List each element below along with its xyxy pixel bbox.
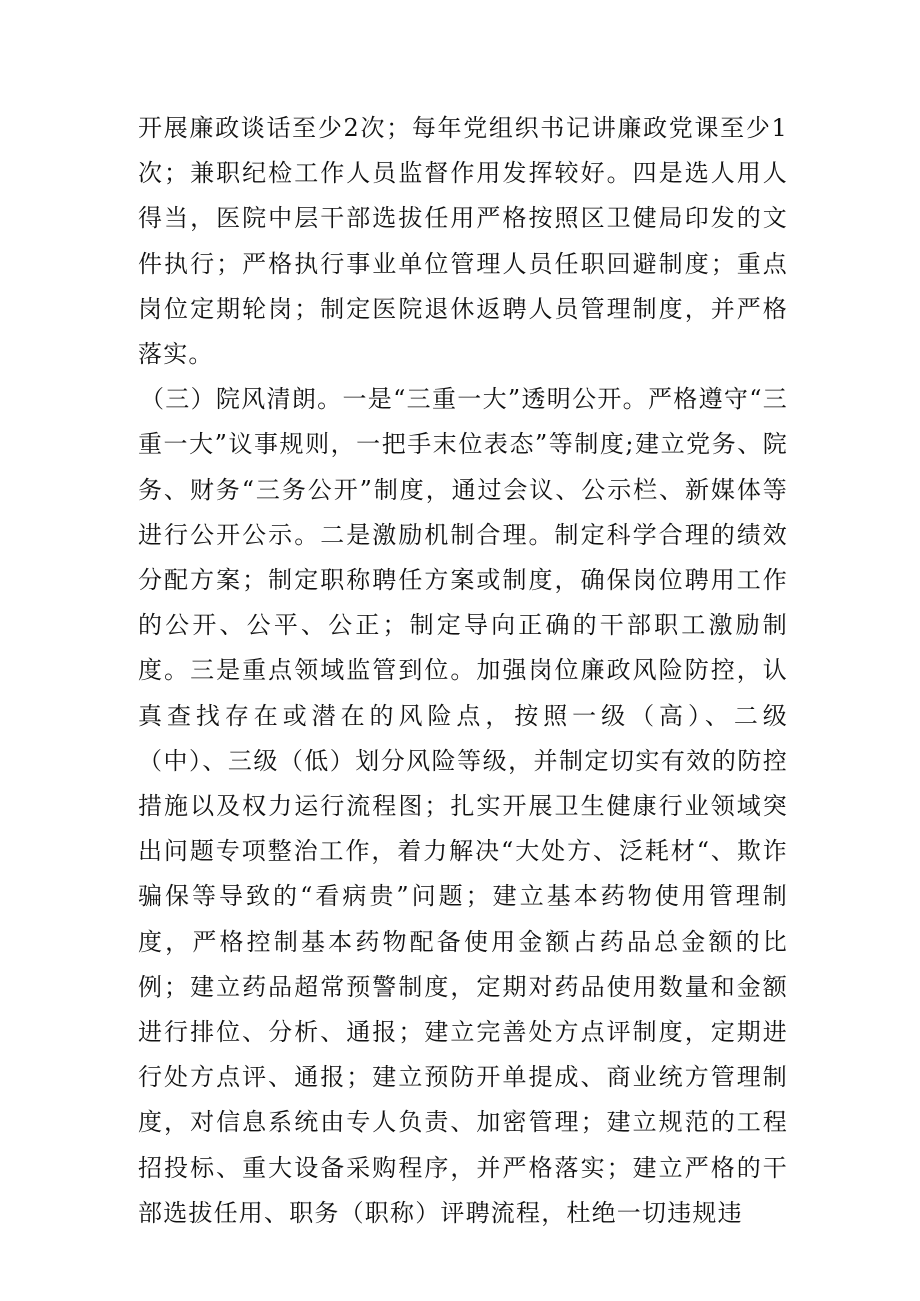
paragraph-2: （三）院风清朗。一是“三重一大”透明公开。严格遵守“三重一大”议事规则，一把手末位表态”等制度;建立党务、院务、财务“三务公开”制度，通过会议、公示栏、新媒体等进行公开公示。二是激励机制合理。制定科学合理的绩效分配方案；制定职称聘任方案或制度，确保岗位聘用工作的公开、公平、公正；制定导向正确的干部职工激励制度。三是重点领域监管到位。加强岗位廉政风险防控，认真查找存在或潜在的风险点，按照一级（高）、二级（中）、三级（低）划分风险等级，并制定切实有效的防控措施以及权力运行流程图；扎实开展卫生健康行业领域突出问题专项整治工作，着力解决“大处方、泛耗材“、欺诈骗保等导致的“看病贵”问题；建立基本药物使用管理制度，严格控制基本药物配备使用金额占药品总金额的比例；建立药品超常预警制度，定期对药品使用数量和金额进行排位、分析、通报；建立完善处方点评制度，定期进行处方点评、通报；建立预防开单提成、商业统方管理制度，对信息系统由专人负责、加密管理；建立规范的工程招投标、重大设备采购程序，并严格落实；建立严格的干部选拔任用、职务（职称）评聘流程，杜绝一切违规违 bbox=[138, 385, 788, 1227]
paragraph-1: 开展廉政谈话至少2次；每年党组织书记讲廉政党课至少1次；兼职纪检工作人员监督作用发挥较好。四是选人用人得当，医院中层干部选拔任用严格按照区卫健局印发的文件执行；严格执行事业单位管理人员任职回避制度；重点岗位定期轮岗；制定医院退休返聘人员管理制度，并严格落实。 bbox=[138, 114, 788, 369]
document-body bbox=[138, 106, 788, 1236]
